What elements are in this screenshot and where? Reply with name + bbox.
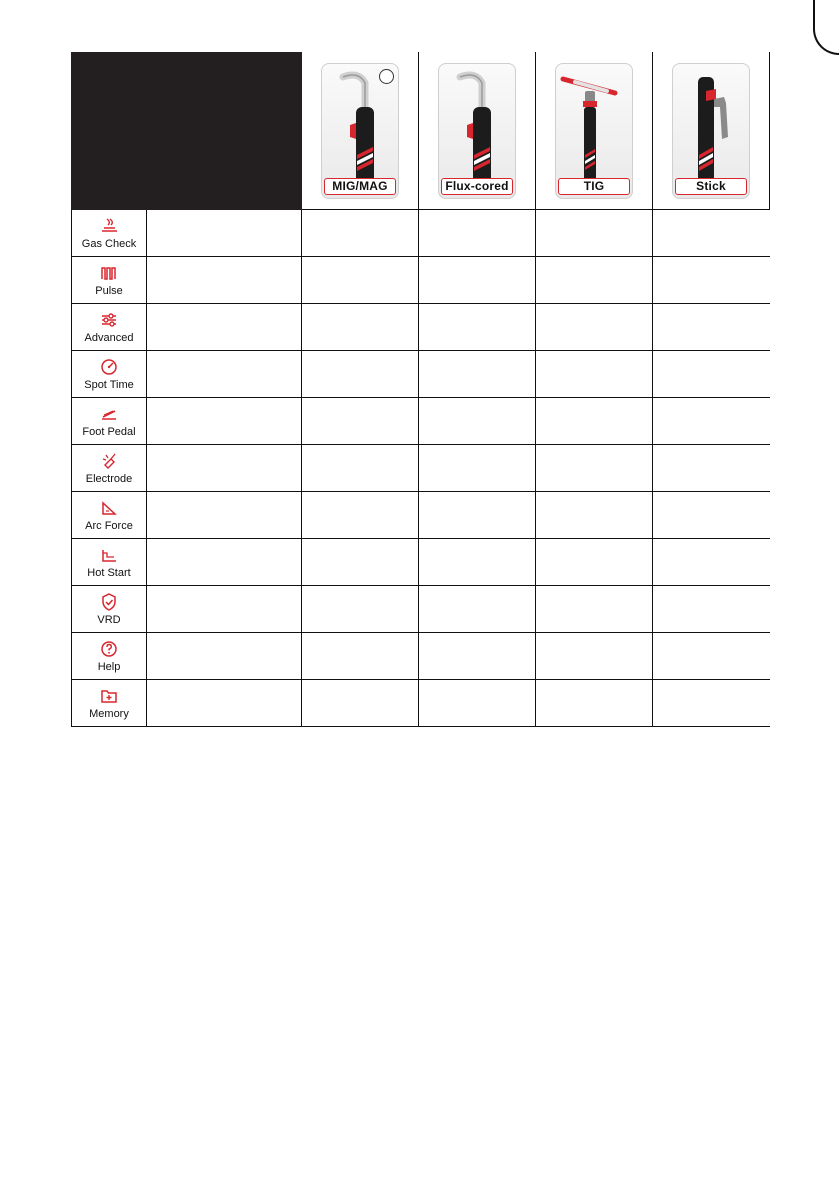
table-cell [536, 492, 653, 539]
table-cell [147, 633, 302, 680]
feature-vrd [71, 586, 147, 633]
feature-foot-pedal [71, 398, 147, 445]
table-cell [419, 586, 536, 633]
table-cell [653, 257, 770, 304]
table-cell [302, 210, 419, 257]
table-cell [147, 210, 302, 257]
stick-card [672, 63, 750, 199]
foot-pedal-icon [99, 404, 119, 424]
feature-pulse [71, 257, 147, 304]
table-cell [653, 586, 770, 633]
feature-hot-start [71, 539, 147, 586]
table-cell [419, 257, 536, 304]
table-cell [653, 304, 770, 351]
advanced-icon [99, 310, 119, 330]
feature-label: Arc Force [85, 520, 133, 532]
feature-mode-table [71, 52, 770, 729]
table-cell [536, 680, 653, 727]
arc-force-icon [99, 498, 119, 518]
mode-label-tig: TIG [558, 178, 630, 195]
table-cell [653, 680, 770, 727]
feature-label: Memory [89, 708, 129, 720]
mode-label-mig: MIG/MAG [324, 178, 396, 195]
table-cell [302, 586, 419, 633]
gas-check-icon [99, 216, 119, 236]
feature-label: Electrode [85, 473, 133, 485]
feature-label: Foot Pedal [82, 426, 136, 438]
table-cell [302, 492, 419, 539]
pulse-icon [99, 263, 119, 283]
feature-label: Hot Start [87, 567, 131, 579]
mode-label-stick: Stick [675, 178, 747, 195]
feature-arc-force [71, 492, 147, 539]
feature-electrode [71, 445, 147, 492]
table-cell [419, 304, 536, 351]
feature-label: Help [97, 661, 121, 673]
gas-bottle-icon [379, 69, 394, 84]
table-cell [147, 586, 302, 633]
spot-time-icon [99, 357, 119, 377]
table-cell [536, 257, 653, 304]
flux-cored-card [438, 63, 516, 199]
table-header-blank [71, 52, 302, 210]
mode-header-stick [653, 52, 770, 210]
table-cell [147, 492, 302, 539]
table-cell [147, 257, 302, 304]
table-cell [536, 398, 653, 445]
table-cell [147, 445, 302, 492]
table-cell [653, 492, 770, 539]
table-cell [147, 304, 302, 351]
table-cell [419, 492, 536, 539]
table-cell [536, 351, 653, 398]
table-cell [536, 445, 653, 492]
table-cell [653, 539, 770, 586]
table-cell [419, 633, 536, 680]
mode-header-mig [302, 52, 419, 210]
feature-label: Pulse [95, 285, 123, 297]
mode-header-tig [536, 52, 653, 210]
table-cell [536, 210, 653, 257]
feature-advanced [71, 304, 147, 351]
table-cell [419, 351, 536, 398]
table-cell [536, 586, 653, 633]
table-cell [302, 257, 419, 304]
feature-label: VRD [97, 614, 121, 626]
table-cell [653, 398, 770, 445]
table-cell [147, 680, 302, 727]
feature-memory [71, 680, 147, 727]
help-icon [99, 639, 119, 659]
table-cell [536, 539, 653, 586]
page-corner-mark [813, 0, 839, 55]
vrd-icon [99, 592, 119, 612]
table-cell [302, 633, 419, 680]
feature-label: Spot Time [84, 379, 134, 391]
table-cell [302, 351, 419, 398]
mig-mag-card [321, 63, 399, 199]
memory-icon [99, 686, 119, 706]
tig-card [555, 63, 633, 199]
feature-label: Gas Check [81, 238, 137, 250]
table-cell [653, 210, 770, 257]
table-cell [147, 539, 302, 586]
table-cell [419, 445, 536, 492]
mode-header-flux [419, 52, 536, 210]
electrode-icon [99, 451, 119, 471]
table-cell [419, 210, 536, 257]
mode-label-flux: Flux-cored [441, 178, 513, 195]
table-cell [147, 351, 302, 398]
feature-help [71, 633, 147, 680]
table-cell [302, 680, 419, 727]
table-cell [419, 680, 536, 727]
table-cell [302, 445, 419, 492]
table-cell [653, 445, 770, 492]
table-cell [302, 304, 419, 351]
table-cell [302, 398, 419, 445]
hot-start-icon [99, 545, 119, 565]
feature-spot-time [71, 351, 147, 398]
feature-label: Advanced [84, 332, 134, 344]
table-cell [536, 304, 653, 351]
feature-gas-check [71, 210, 147, 257]
table-cell [302, 539, 419, 586]
table-cell [147, 398, 302, 445]
table-cell [536, 633, 653, 680]
table-cell [653, 633, 770, 680]
table-cell [653, 351, 770, 398]
table-cell [419, 539, 536, 586]
table-cell [419, 398, 536, 445]
